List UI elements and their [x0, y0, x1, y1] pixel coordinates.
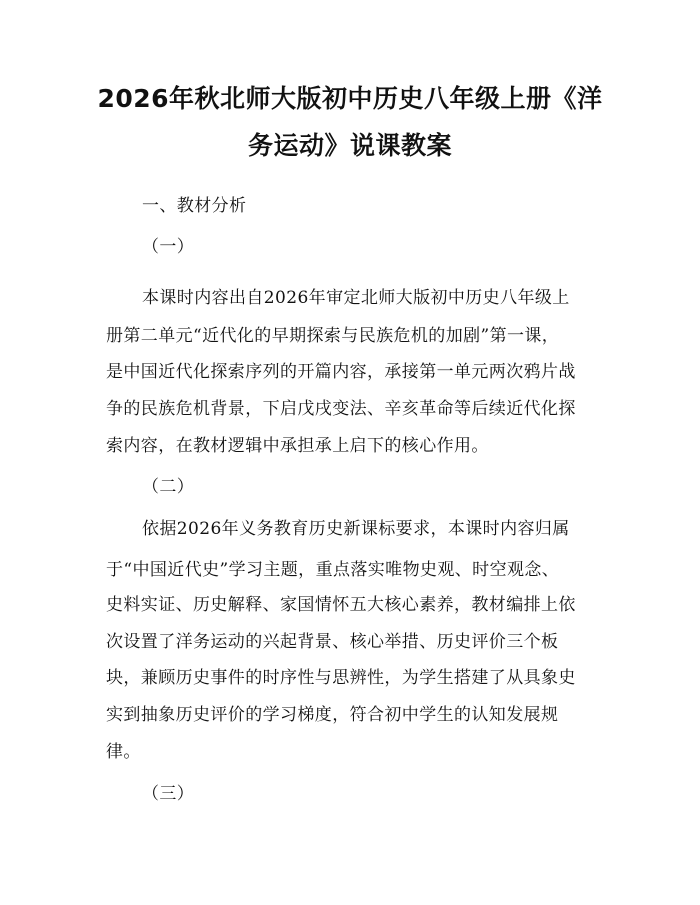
paragraph-1-line: 本课时内容出自2026年审定北师大版初中历史八年级上 — [142, 288, 570, 308]
document-title-line-1: 2026年秋北师大版初中历史八年级上册《洋 — [97, 84, 603, 113]
paragraph-2-line: 依据2026年义务教育历史新课标要求，本课时内容归属 — [142, 519, 570, 539]
paragraph-2-line: 次设置了洋务运动的兴起背景、核心举措、历史评价三个板 — [106, 632, 559, 652]
document-title-line-2: 务运动》说课教案 — [247, 131, 452, 160]
paragraph-2-line: 律。 — [106, 742, 141, 762]
paragraph-1-line: 争的民族危机背景，下启戊戌变法、辛亥革命等后续近代化探 — [106, 399, 576, 419]
section-heading-textbook-analysis: 一、教材分析 — [142, 196, 247, 216]
paragraph-2-line: 史料实证、历史解释、家国情怀五大核心素养，教材编排上依 — [106, 595, 576, 615]
paragraph-2-line: 于“中国近代史”学习主题，重点落实唯物史观、时空观念、 — [106, 560, 560, 580]
subsection-3-label: （三） — [142, 784, 195, 804]
paragraph-1-line: 是中国近代化探索序列的开篇内容，承接第一单元两次鸦片战 — [106, 362, 576, 382]
paragraph-2-line: 实到抽象历史评价的学习梯度，符合初中学生的认知发展规 — [106, 705, 559, 725]
paragraph-1-line: 索内容，在教材逻辑中承担承上启下的核心作用。 — [106, 436, 489, 456]
paragraph-1-line: 册第二单元“近代化的早期探索与民族危机的加剧”第一课， — [106, 326, 560, 346]
subsection-2-label: （二） — [142, 477, 195, 497]
subsection-1-label: （一） — [142, 237, 195, 257]
paragraph-2-line: 块，兼顾历史事件的时序性与思辨性，为学生搭建了从具象史 — [106, 668, 576, 688]
